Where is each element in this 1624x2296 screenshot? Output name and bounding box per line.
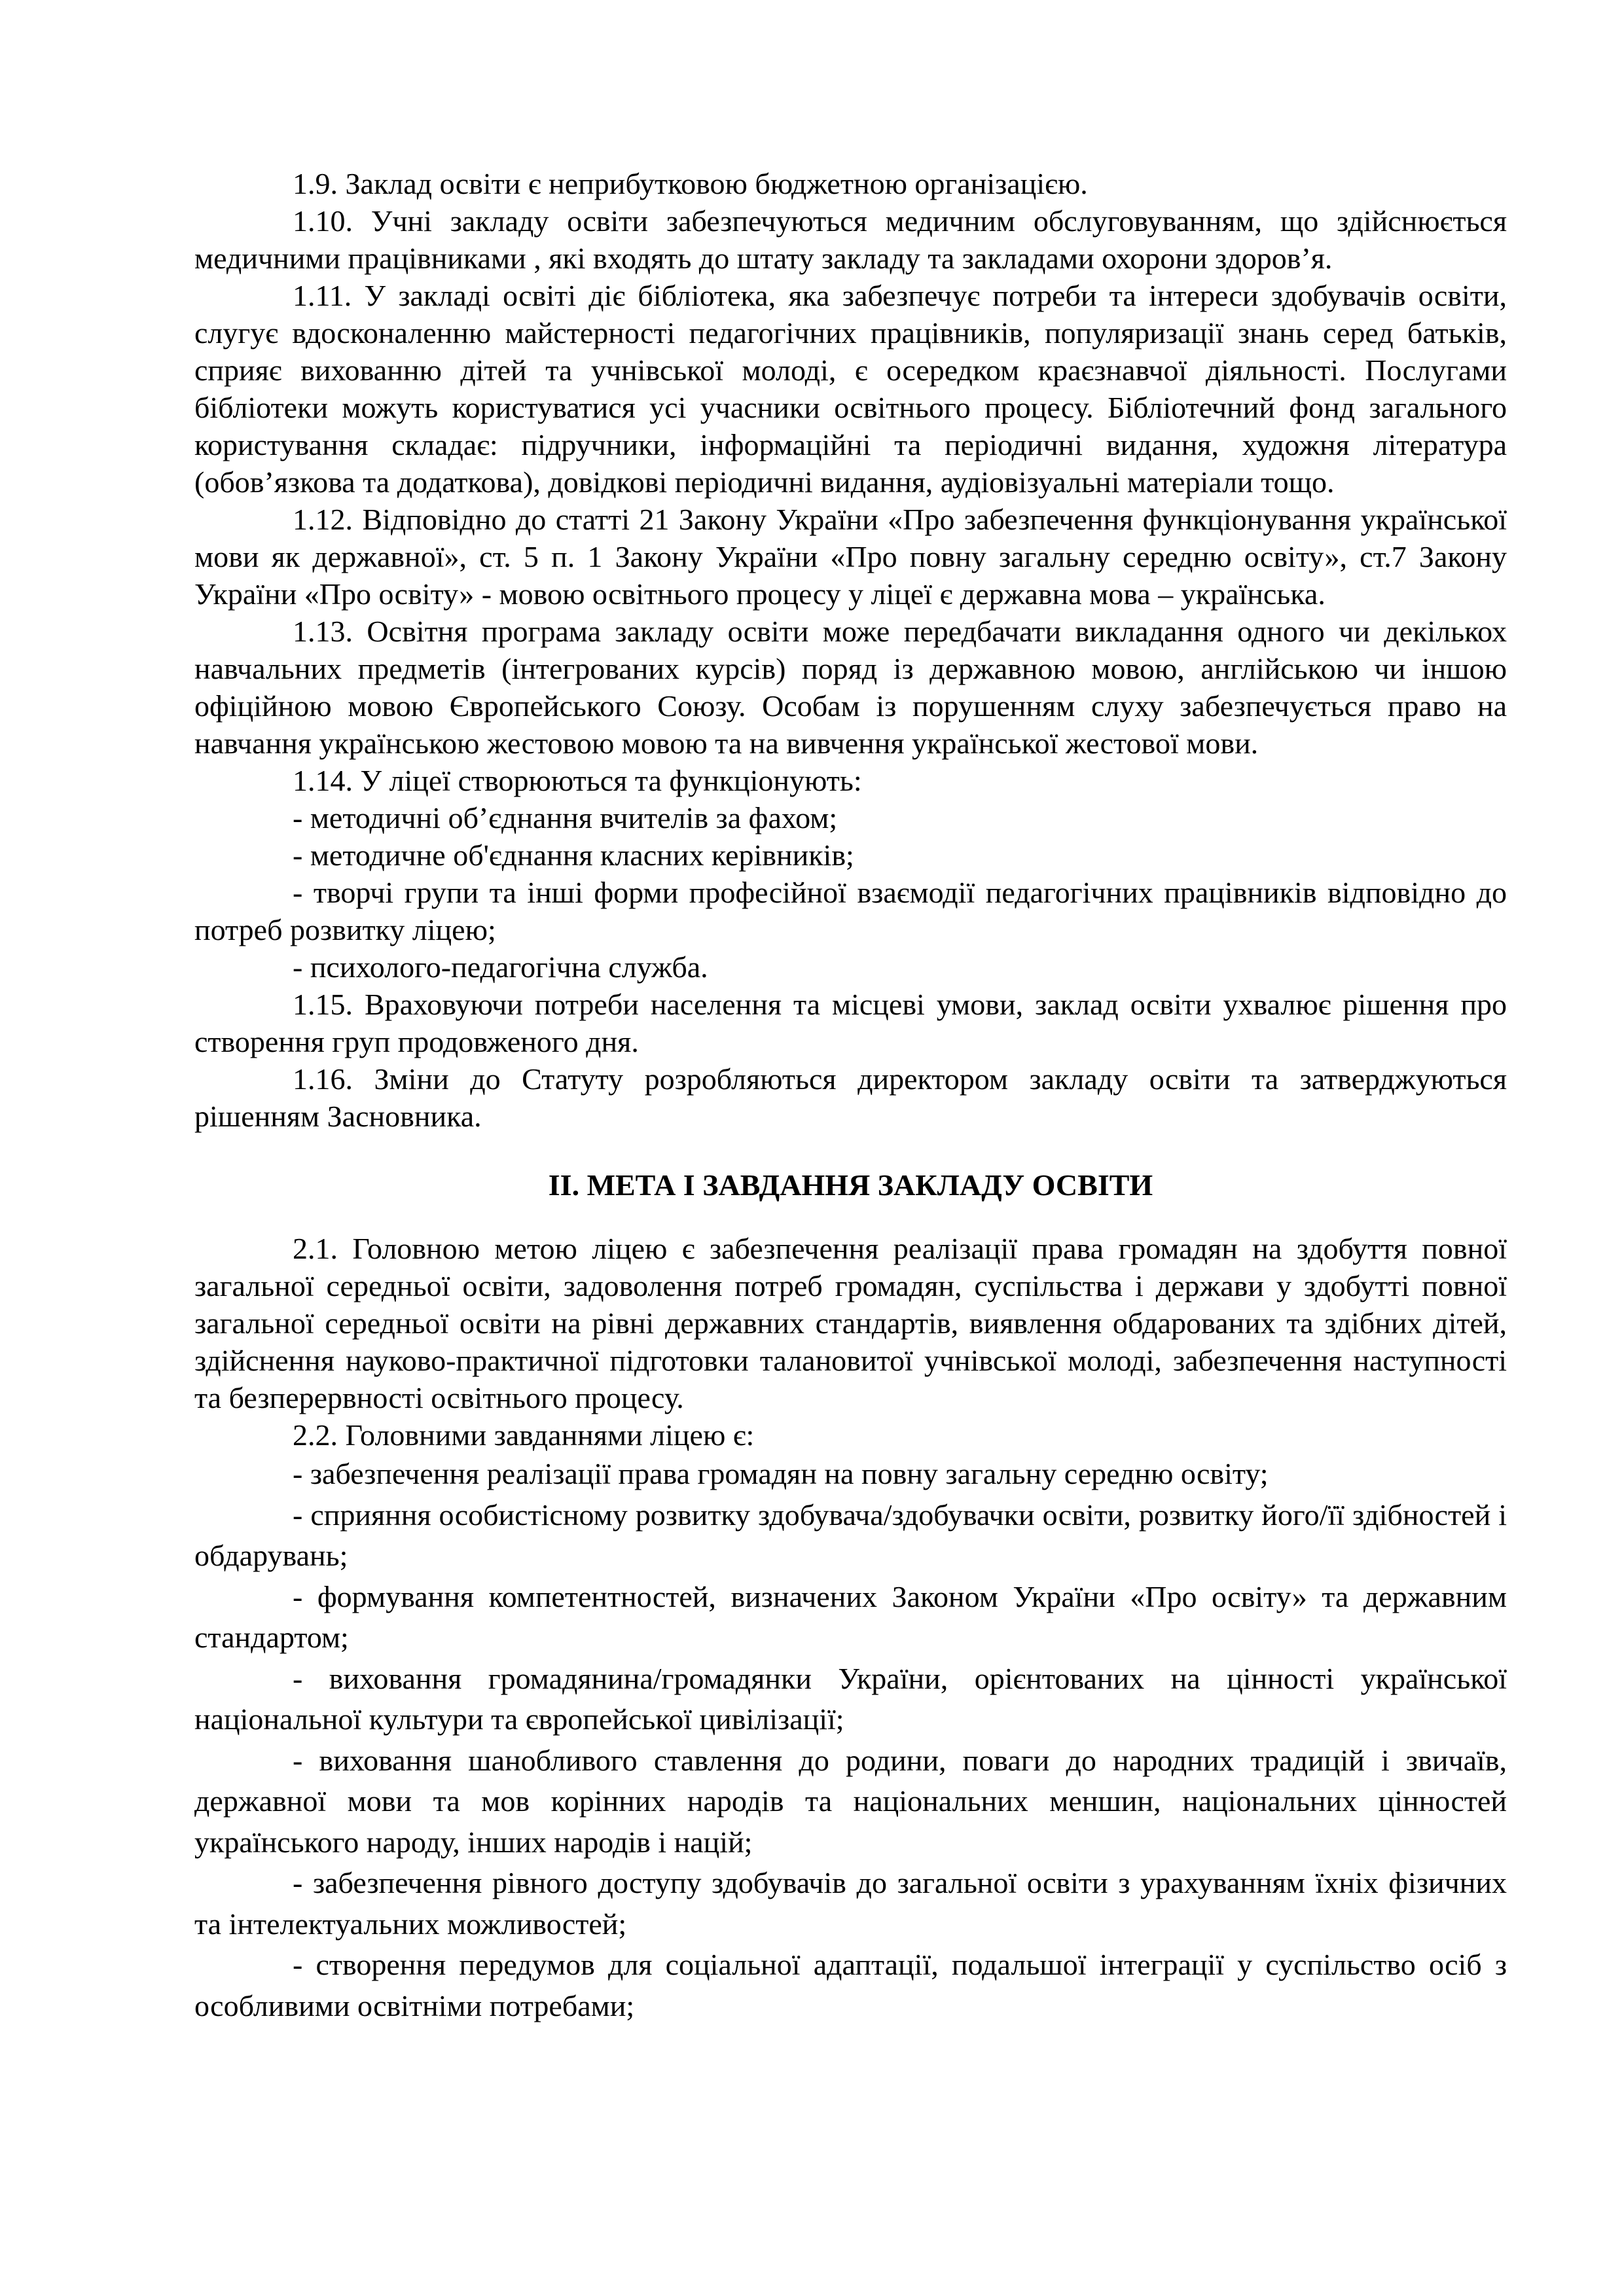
paragraph-1-9: 1.9. Заклад освіти є неприбутковою бюджетною організацією. bbox=[293, 167, 1088, 200]
list-item-methodical-associations-teachers: - методичні об’єднання вчителів за фахом; bbox=[293, 801, 838, 834]
paragraph-1-10: 1.10. Учні закладу освіти забезпечуються медичним обслуговуванням, що здійснюється медичними працівниками , які входять до штату закладу та закладами охорони здоров’я. bbox=[194, 204, 1507, 275]
list-item-respect-traditions: - виховання шанобливого ставлення до родини, поваги до народних традицій і звичаїв, державної мови та мов корінних народів та національних меншин, національних цінностей українського народу, інших народів і націй; bbox=[194, 1743, 1507, 1859]
list-item-citizenship: - виховання громадянина/громадянки України, орієнтованих на цінності української національної культури та європейської цивілізації; bbox=[194, 1661, 1507, 1736]
paragraph-2-1: 2.1. Головною метою ліцею є забезпечення реалізації права громадян на здобуття повної загальної середньої освіти, задоволення потреб громадян, суспільства і держави у здобутті повної загальної середньої освіти на рівні державних стандартів, виявлення обдарованих та здібних дітей, здійснення науково-практичної підготовки талановитої учнівської молоді, забезпечення наступності та безперервності освітнього процесу. bbox=[194, 1232, 1507, 1414]
section-2-goals-and-tasks bbox=[194, 1230, 1507, 2026]
list-item-psychological-service: - психолого-педагогічна служба. bbox=[293, 950, 708, 984]
list-item-right-to-education: - забезпечення реалізації права громадян на повну загальну середню освіту; bbox=[293, 1457, 1269, 1490]
paragraph-1-15: 1.15. Враховуючи потреби населення та місцеві умови, заклад освіти ухвалює рішення про створення груп продовженого дня. bbox=[194, 988, 1507, 1058]
list-item-creative-groups: - творчі групи та інші форми професійної взаємодії педагогічних працівників відповідно до потреб розвитку ліцею; bbox=[194, 876, 1507, 946]
document-page bbox=[194, 165, 1507, 2026]
list-item-competences: - формування компетентностей, визначених Законом України «Про освіту» та державним стандартом; bbox=[194, 1579, 1507, 1654]
section-2-heading: II. МЕТА І ЗАВДАННЯ ЗАКЛАДУ ОСВІТИ bbox=[548, 1168, 1153, 1202]
paragraph-1-12: 1.12. Відповідно до статті 21 Закону України «Про забезпечення функціонування української мови як державної», ст. 5 п. 1 Закону України «Про повну загальну середню освіту», ст.7 Закону України «Про освіту» - мовою освітнього процесу у ліцеї є державна мова – українська. bbox=[194, 503, 1507, 611]
paragraph-1-13: 1.13. Освітня програма закладу освіти може передбачати викладання одного чи декількох навчальних предметів (інтегрованих курсів) поряд із державною мовою, англійською чи іншою офіційною мовою Європейського Союзу. Особам із порушенням слуху забезпечується право на навчання українською жестовою мовою та на вивчення української жестової мови. bbox=[194, 615, 1507, 760]
list-item-methodical-association-class-teachers: - методичне об'єднання класних керівників; bbox=[293, 838, 854, 872]
paragraph-1-11: 1.11. У закладі освіті діє бібліотека, яка забезпечує потреби та інтереси здобувачів освіти, слугує вдосконаленню майстерності педагогічних працівників, популяризації знань серед батьків, сприяє вихованню дітей та учнівської молоді, є осередком краєзнавчої діяльності. Послугами бібліотеки можуть користуватися усі учасники освітнього процесу. Бібліотечний фонд загального користування складає: підручники, інформаційні та періодичні видання, художня література (обов’язкова та додаткова), довідкові періодичні видання, аудіовізуальні матеріали тощо. bbox=[194, 279, 1507, 499]
list-item-equal-access: - забезпечення рівного доступу здобувачів до загальної освіти з урахуванням їхніх фізичних та інтелектуальних можливостей; bbox=[194, 1866, 1507, 1941]
list-item-personal-development: - сприяння особистісному розвитку здобувача/здобувачки освіти, розвитку його/її здібностей і обдарувань; bbox=[194, 1498, 1507, 1572]
list-item-social-adaptation: - створення передумов для соціальної адаптації, подальшої інтеграції у суспільство осіб з особливими освітніми потребами; bbox=[194, 1948, 1507, 2022]
section-1-general-provisions bbox=[194, 165, 1507, 1135]
paragraph-1-16: 1.16. Зміни до Статуту розробляються директором закладу освіти та затверджуються рішенням Засновника. bbox=[194, 1062, 1507, 1133]
paragraph-1-14: 1.14. У ліцеї створюються та функціонують: bbox=[293, 764, 862, 797]
paragraph-2-2: 2.2. Головними завданнями ліцею є: bbox=[293, 1418, 755, 1452]
